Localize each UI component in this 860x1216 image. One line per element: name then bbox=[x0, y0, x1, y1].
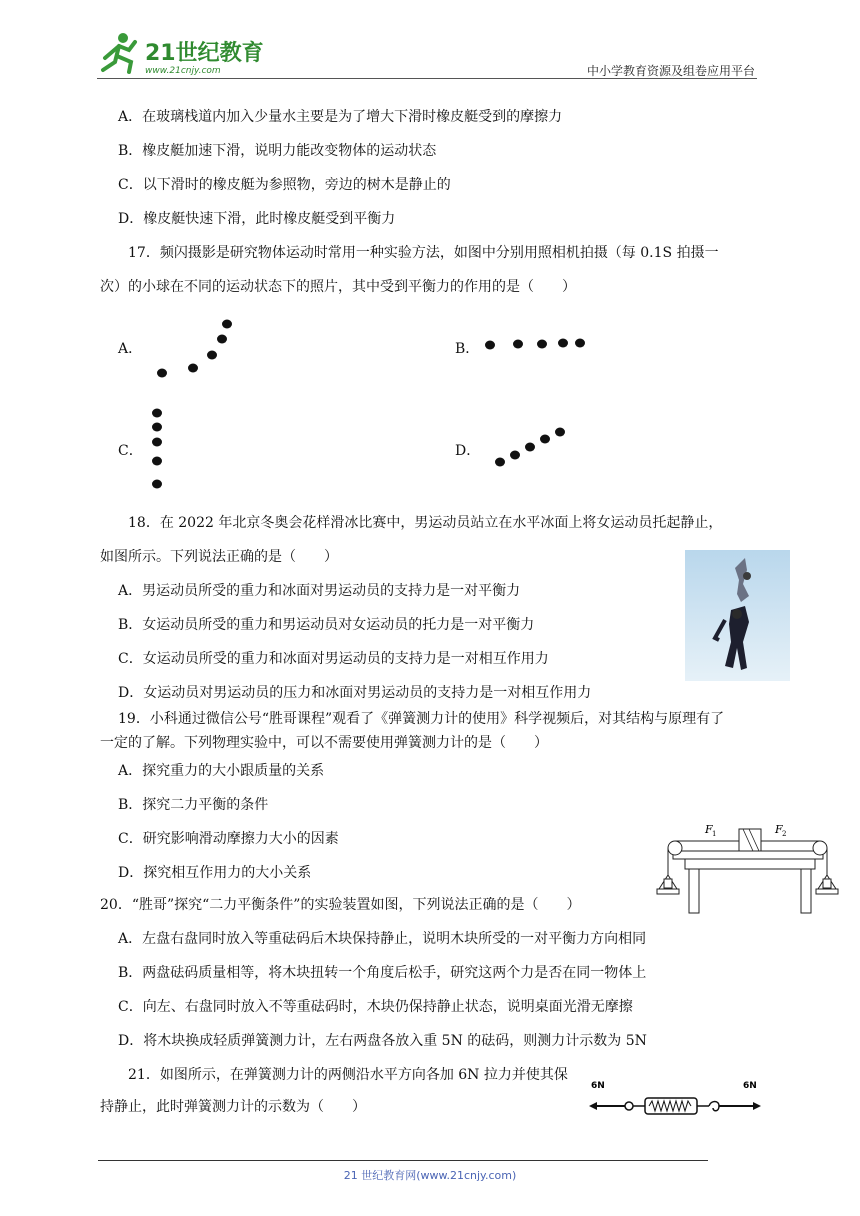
dot bbox=[152, 480, 162, 489]
footer-text: 21 世纪教育网(www.21cnjy.com) bbox=[343, 1169, 517, 1182]
dot bbox=[152, 409, 162, 418]
q18-option-b: B．女运动员所受的重力和男运动员对女运动员的托力是一对平衡力 bbox=[118, 617, 535, 633]
f2-label: F bbox=[775, 823, 783, 836]
dot bbox=[513, 340, 523, 349]
q16-option-d: D．橡皮艇快速下滑，此时橡皮艇受到平衡力 bbox=[118, 211, 396, 227]
logo-url: www.21cnjy.com bbox=[145, 66, 221, 76]
q17-label-b: B． bbox=[455, 341, 480, 357]
q18-option-a: A．男运动员所受的重力和冰面对男运动员的支持力是一对平衡力 bbox=[118, 583, 521, 599]
right-arrow bbox=[753, 1102, 761, 1110]
q18-stem-line2: 如图所示。下列说法正确的是（ ） bbox=[100, 549, 338, 565]
dot bbox=[495, 458, 505, 467]
logo-text: 21世纪教育 bbox=[145, 41, 264, 66]
dot bbox=[510, 451, 520, 460]
q17-label-c: C． bbox=[118, 443, 143, 459]
q20-option-c: C．向左、右盘同时放入不等重砝码时，木块仍保持静止状态，说明桌面光滑无摩擦 bbox=[118, 999, 633, 1015]
dot bbox=[575, 339, 585, 348]
dot bbox=[152, 423, 162, 432]
q19-stem-line1: 19．小科通过微信公号“胜哥课程”观看了《弹簧测力计的使用》科学视频后，对其结构与原理有了 bbox=[118, 711, 725, 727]
q16-option-c: C．以下滑时的橡皮艇为参照物，旁边的树木是静止的 bbox=[118, 177, 451, 193]
table-top bbox=[673, 851, 823, 859]
f1-label: F bbox=[705, 823, 713, 836]
hook bbox=[709, 1102, 719, 1111]
left-arrow bbox=[589, 1102, 597, 1110]
q20-stem: 20．“胜哥”探究“二力平衡条件”的实验装置如图，下列说法正确的是（ ） bbox=[100, 897, 581, 913]
q17-label-a: A． bbox=[118, 341, 143, 357]
q17-stem-line1: 17．频闪摄影是研究物体运动时常用一种实验方法，如图中分别用照相机拍摄（每 0.1S 拍摄一 bbox=[128, 245, 719, 261]
q18-option-d: D．女运动员对男运动员的压力和冰面对男运动员的支持力是一对相互作用力 bbox=[118, 685, 592, 701]
weight-pan-left bbox=[657, 889, 679, 894]
q20-option-d: D．将木块换成轻质弹簧测力计，左右两盘各放入重 5N 的砝码，则测力计示数为 5N bbox=[118, 1033, 647, 1049]
dot bbox=[217, 335, 227, 344]
q17-stem-line2: 次）的小球在不同的运动状态下的照片，其中受到平衡力的作用的是（ ） bbox=[100, 279, 576, 295]
dot bbox=[558, 339, 568, 348]
dot bbox=[555, 428, 565, 437]
dot bbox=[525, 443, 535, 452]
dot bbox=[537, 340, 547, 349]
two-force-apparatus-figure bbox=[655, 815, 840, 915]
q17-dots-d bbox=[495, 428, 565, 467]
q19-option-c: C．研究影响滑动摩擦力大小的因素 bbox=[118, 831, 339, 847]
footer-divider bbox=[98, 1160, 708, 1161]
q19-option-a: A．探究重力的大小跟质量的关系 bbox=[118, 763, 325, 779]
q19-option-d: D．探究相互作用力的大小关系 bbox=[118, 865, 312, 881]
q18-stem-line1: 18．在 2022 年北京冬奥会花样滑冰比赛中，男运动员站立在水平冰面上将女运动员托起静止， bbox=[128, 515, 723, 531]
right-force-label: 6N bbox=[743, 1081, 757, 1091]
table-leg-right bbox=[801, 869, 811, 913]
pulley-right bbox=[813, 841, 827, 855]
dot bbox=[157, 369, 167, 378]
q17-label-d: D． bbox=[455, 443, 481, 459]
f1-subscript: 1 bbox=[712, 830, 717, 838]
q16-option-b: B．橡皮艇加速下滑，说明力能改变物体的运动状态 bbox=[118, 143, 437, 159]
q19-stem-line2: 一定的了解。下列物理实验中，可以不需要使用弹簧测力计的是（ ） bbox=[100, 735, 548, 751]
q19-option-b: B．探究二力平衡的条件 bbox=[118, 797, 269, 813]
q17-dots-a bbox=[157, 320, 232, 378]
q20-option-b: B．两盘砝码质量相等，将木块扭转一个角度后松手，研究这两个力是否在同一物体上 bbox=[118, 965, 647, 981]
q18-option-c: C．女运动员所受的重力和冰面对男运动员的支持力是一对相互作用力 bbox=[118, 651, 549, 667]
table-leg-left bbox=[689, 869, 699, 913]
left-force-label: 6N bbox=[591, 1081, 605, 1091]
dot bbox=[222, 320, 232, 329]
dot bbox=[207, 351, 217, 360]
dot bbox=[152, 457, 162, 466]
site-name: 中小学教育资源及组卷应用平台 bbox=[586, 64, 755, 78]
spring-scale-figure bbox=[585, 1076, 765, 1124]
dot bbox=[485, 341, 495, 350]
q21-stem-line2: 持静止，此时弹簧测力计的示数为（ ） bbox=[100, 1099, 366, 1115]
f2-subscript: 2 bbox=[782, 830, 787, 838]
dot bbox=[540, 435, 550, 444]
weight-pan-right bbox=[816, 889, 838, 894]
dot bbox=[188, 364, 198, 373]
q16-option-a: A．在玻璃栈道内加入少量水主要是为了增大下滑时橡皮艇受到的摩擦力 bbox=[118, 109, 563, 125]
q20-option-a: A．左盘右盘同时放入等重砝码后木块保持静止，说明木块所受的一对平衡力方向相同 bbox=[118, 931, 647, 947]
pulley-left bbox=[668, 841, 682, 855]
figure-skating-photo bbox=[685, 550, 790, 681]
q17-dots-c bbox=[152, 409, 162, 489]
q17-dots-b bbox=[485, 339, 585, 350]
dot bbox=[152, 438, 162, 447]
q17-flash-photos bbox=[0, 0, 860, 500]
q21-stem-line1: 21．如图所示，在弹簧测力计的两侧沿水平方向各加 6N 拉力并使其保 bbox=[128, 1067, 568, 1083]
